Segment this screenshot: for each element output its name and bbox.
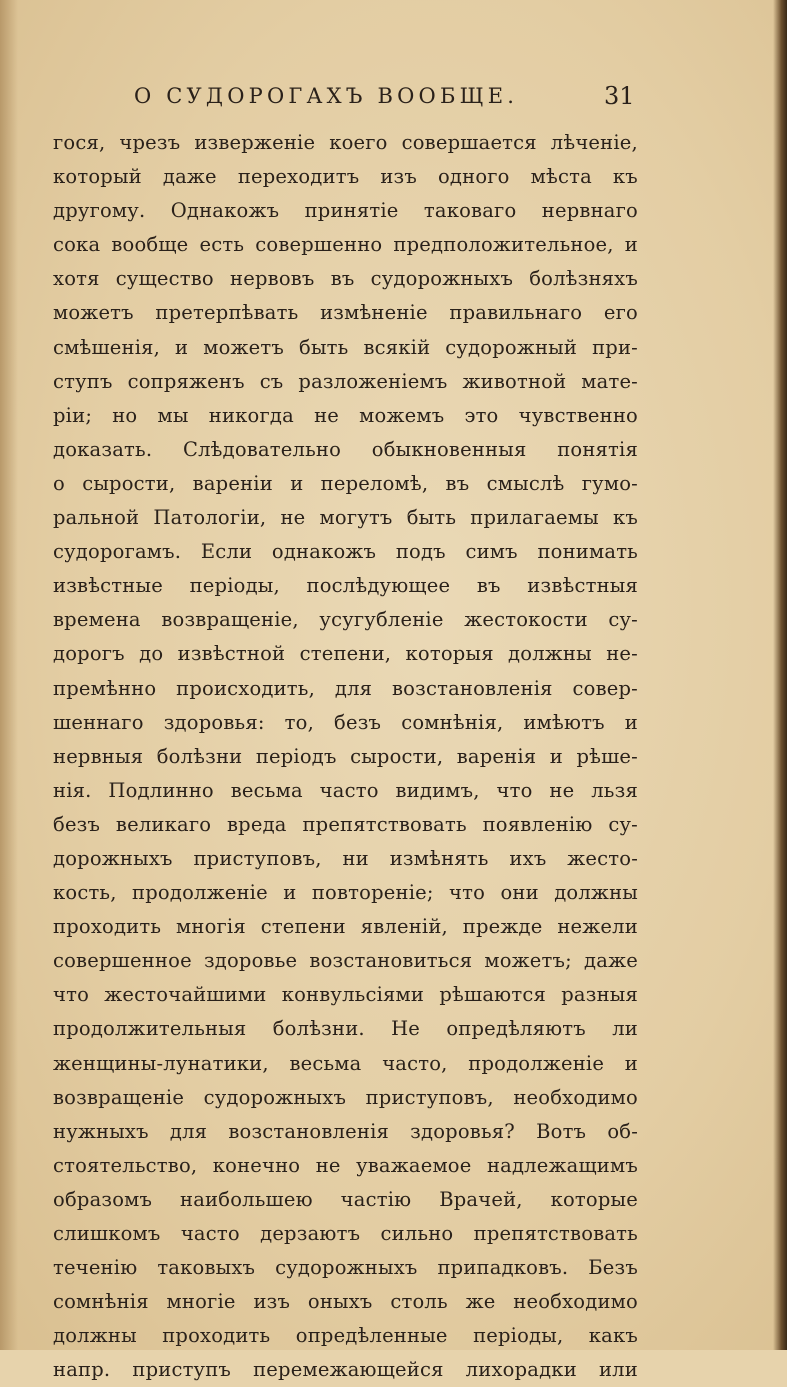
text-line: напр. приступъ перемежающейся лихорадки или xyxy=(53,1358,638,1382)
text-line: теченію таковыхъ судорожныхъ припадковъ. Безъ xyxy=(53,1256,638,1280)
text-line: нервныя болѣзни періодъ сырости, варенія и рѣше- xyxy=(53,744,638,768)
text-line: слишкомъ часто дерзаютъ сильно препятствовать xyxy=(53,1222,638,1245)
page-header xyxy=(0,82,787,122)
text-line: женщины-лунатики, весьма часто, продолженіе и xyxy=(53,1051,638,1075)
text-line: хотя существо нервовъ въ судорожныхъ болѣзняхъ xyxy=(53,267,638,291)
page-spine-shadow xyxy=(0,0,18,1350)
page-number: 31 xyxy=(604,82,635,110)
text-line: судорогамъ. Если однакожъ подъ симъ понимать xyxy=(53,540,638,564)
text-line: совершенное здоровье возстановиться можетъ; даже xyxy=(53,949,638,973)
text-line: дорожныхъ приступовъ, ни измѣнять ихъ жесто- xyxy=(53,846,638,870)
text-line: премѣнно происходить, для возстановленія совер- xyxy=(53,676,638,700)
text-line: стоятельство, конечно не уважаемое надлежащимъ xyxy=(53,1153,638,1177)
text-line: ріи; но мы никогда не можемъ это чувственно xyxy=(53,403,638,427)
text-line: о сырости, вареніи и переломѣ, въ смыслѣ гумо- xyxy=(53,471,638,495)
text-line: ральной Патологіи, не могутъ быть прилагаемы къ xyxy=(53,506,638,530)
text-line: нія. Подлинно весьма часто видимъ, что не льзя xyxy=(53,778,638,802)
running-title: О СУДОРОГАХЪ ВООБЩЕ. xyxy=(134,84,519,108)
text-line: что жесточайшими конвульсіями рѣшаются разныя xyxy=(53,983,638,1007)
text-line: можетъ претерпѣвать измѣненіе правильнаго его xyxy=(53,301,638,325)
page-right-edge xyxy=(773,0,787,1350)
text-line: гося, чрезъ изверженіе коего совершается лѣченіе, xyxy=(53,131,638,154)
text-line: извѣстные періоды, послѣдующее въ извѣстныя xyxy=(53,574,638,598)
text-line: возвращеніе судорожныхъ приступовъ, необходимо xyxy=(53,1085,638,1109)
text-line: продолжительныя болѣзни. Не опредѣляютъ ли xyxy=(53,1017,638,1041)
text-line: нужныхъ для возстановленія здоровья? Вотъ об- xyxy=(53,1119,638,1143)
text-line: безъ великаго вреда препятствовать появленію су- xyxy=(53,812,638,836)
text-line: кость, продолженіе и повтореніе; что они должны xyxy=(53,881,638,905)
text-line: ступъ сопряженъ съ разложеніемъ животной мате- xyxy=(53,369,638,393)
text-line: образомъ наибольшею частію Врачей, которые xyxy=(53,1187,638,1211)
text-line: должны проходить опредѣленные періоды, какъ xyxy=(53,1324,638,1348)
text-line: сока вообще есть совершенно предположительное, и xyxy=(53,233,638,257)
text-line: шеннаго здоровья: то, безъ сомнѣнія, имѣютъ и xyxy=(53,710,638,734)
text-line: времена возвращеніе, усугубленіе жестокости су- xyxy=(53,608,638,632)
text-line: сомнѣнія многіе изъ оныхъ столь же необходимо xyxy=(53,1290,638,1314)
text-line: другому. Однакожъ принятіе таковаго нервнаго xyxy=(53,199,638,223)
text-line: смѣшенія, и можетъ быть всякій судорожный при- xyxy=(53,335,638,359)
text-line: который даже переходитъ изъ одного мѣста къ xyxy=(53,165,638,189)
text-line: дорогъ до извѣстной степени, которыя должны не- xyxy=(53,642,638,666)
text-line: доказать. Слѣдовательно обыкновенныя понятія xyxy=(53,437,638,461)
body-text xyxy=(53,126,638,1387)
text-line: проходить многія степени явленій, прежде нежели xyxy=(53,915,638,939)
